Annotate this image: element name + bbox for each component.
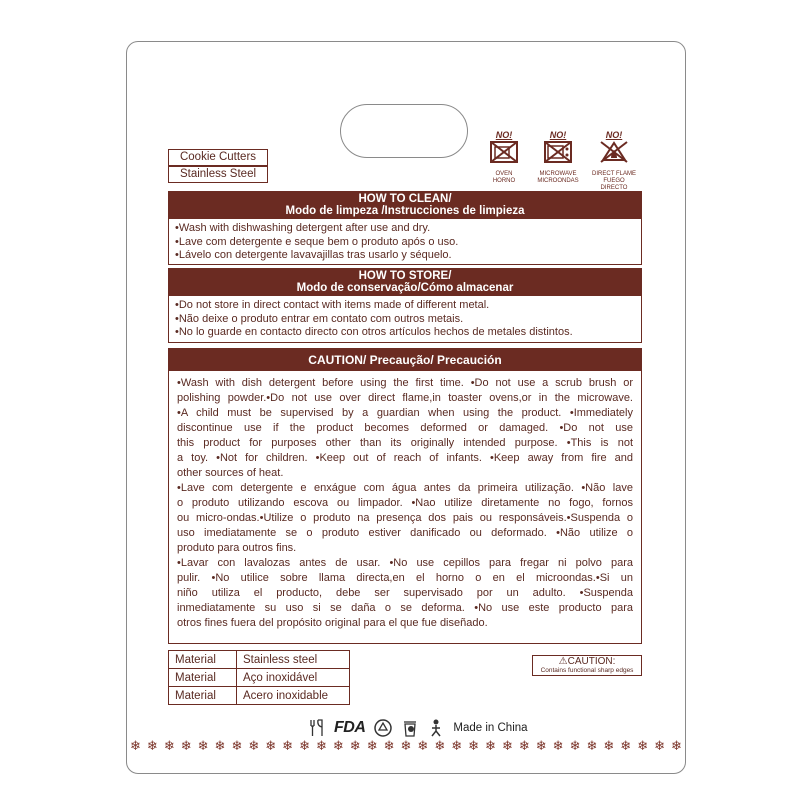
snowflake-icon: ❄: [130, 738, 141, 753]
snowflake-icon: ❄: [586, 738, 598, 753]
microwave-icon: [543, 140, 573, 166]
snowflake-icon: ❄: [146, 738, 158, 753]
table-row: [169, 669, 350, 687]
snowflake-icon: ❄: [180, 738, 192, 753]
caution-line: a toy. •Not for children. •Keep out of reach of infants. •Keep away from fire and: [177, 452, 633, 464]
material-label: Material: [169, 651, 237, 669]
snowflake-icon: ❄: [552, 738, 564, 753]
clean-line: •Wash with dishwashing detergent after use and dry.: [175, 222, 431, 234]
how-to-clean-heading: HOW TO CLEAN/ Modo de limpeza /Instrucciones de limpieza: [169, 192, 641, 219]
flame-icon: [599, 140, 629, 166]
oven-no-icon: NO! OVEN HORNO: [482, 130, 526, 185]
material-value: Aço inoxidável: [237, 669, 350, 687]
caution-line: polishing powder.•Do not use over direct flame,in toaster ovens,or in the microwave.: [177, 392, 633, 404]
caution-section: [168, 348, 642, 644]
snowflake-icon: ❄: [366, 738, 378, 753]
snowflake-icon: ❄: [248, 738, 260, 753]
snowflake-border: [130, 738, 682, 754]
food-safe-icon: [308, 718, 326, 738]
caution-line: ou micro-ondas.•Utilize o produto na presença dos pais ou responsáveis.•Suspenda o: [177, 512, 633, 524]
waste-bin-icon: [401, 718, 419, 738]
caution-line: discontinue use if the product becomes deformed or damaged. •Do not use: [177, 422, 633, 434]
snowflake-icon: ❄: [265, 738, 277, 753]
snowflake-icon: ❄: [400, 738, 412, 753]
snowflake-icon: ❄: [383, 738, 395, 753]
table-row: [169, 687, 350, 705]
snowflake-icon: ❄: [569, 738, 581, 753]
store-line: •No lo guarde en contacto directo con otros artículos hechos de metales distintos.: [175, 326, 573, 338]
warning-triangle-icon: ⚠: [558, 656, 568, 667]
caution-line: produto para outros fins.: [177, 542, 297, 554]
snowflake-icon: ❄: [501, 738, 513, 753]
caution-line: •Wash with dish detergent before using the first time. •Do not use a scrub brush or: [177, 377, 633, 389]
clean-line: •Lave com detergente e seque bem o produto após o uso.: [175, 235, 459, 248]
oven-icon: [489, 140, 519, 166]
caution-line: •Lave com detergente e enxágue com água antes da primeira utilização. •Não lave: [177, 482, 633, 494]
snowflake-icon: ❄: [417, 738, 429, 753]
sharp-edges-caution-label: ⚠CAUTION: Contains functional sharp edges: [532, 655, 642, 676]
material-value: Acero inoxidable: [237, 687, 350, 705]
snowflake-icon: ❄: [654, 738, 665, 753]
caution-line: •A child must be supervised by a guardian when using the product. •Immediately: [177, 407, 633, 419]
tidyman-icon: [427, 718, 445, 738]
table-row: [169, 651, 350, 669]
snowflake-icon: ❄: [535, 738, 547, 753]
product-title-line2: Stainless Steel: [168, 166, 268, 183]
snowflake-icon: ❄: [332, 738, 344, 753]
material-table: [168, 650, 350, 705]
made-in-china: Made in China: [453, 722, 528, 734]
clean-line: •Lávelo con detergente lavavajillas tras usarlo y séquelo.: [175, 249, 452, 261]
how-to-clean-section: [168, 191, 642, 265]
how-to-store-heading: HOW TO STORE/ Modo de conservação/Cómo almacenar: [169, 269, 641, 296]
store-line: •Não deixe o produto entrar em contato com outros metais.: [175, 312, 464, 325]
snowflake-icon: ❄: [468, 738, 480, 753]
microwave-no-icon: NO! MICROWAVE MICROONDAS: [537, 130, 579, 184]
material-label: Material: [169, 687, 237, 705]
caution-line: o produto utilizando escova ou limpador. •Nao utilize diretamente no fogo, fornos: [177, 497, 633, 509]
snowflake-icon: ❄: [282, 738, 294, 753]
how-to-store-section: [168, 268, 642, 343]
snowflake-icon: ❄: [197, 738, 209, 753]
direct-flame-no-icon: NO! DIRECT FLAME FUEGO DIRECTO: [592, 130, 636, 191]
snowflake-icon: ❄: [637, 738, 649, 753]
material-value: Stainless steel: [237, 651, 350, 669]
snowflake-icon: ❄: [518, 738, 530, 753]
caution-line: inmediatamente su uso si se daña o se deforma. •No use este producto para: [177, 602, 633, 614]
material-label: Material: [169, 669, 237, 687]
product-title-line1: Cookie Cutters: [168, 149, 268, 166]
caution-line: this product for purposes other than its originally intended purpose. •This is not: [177, 437, 633, 449]
snowflake-icon: ❄: [299, 738, 310, 753]
caution-line: otros fines fuera del propósito original para el que fue diseñado.: [177, 617, 488, 629]
store-line: •Do not store in direct contact with items made of different metal.: [175, 299, 490, 311]
snowflake-icon: ❄: [671, 738, 682, 753]
footer-icons: [308, 718, 528, 738]
caution-line: pulir. •No utilice sobre llama directa,en el horno o en el microondas.•Si un: [177, 572, 633, 584]
snowflake-icon: ❄: [214, 738, 226, 753]
snowflake-icon: ❄: [231, 738, 243, 753]
hang-hole: [340, 104, 468, 158]
snowflake-icon: ❄: [349, 738, 361, 753]
caution-line: •Lavar con lavalozas antes de usar. •No use cepillos para fregar ni polvo para: [177, 557, 633, 569]
caution-line: niño utiliza el producto, debe ser supervisado por un adulto. •Suspenda: [177, 587, 633, 599]
snowflake-icon: ❄: [315, 738, 327, 753]
caution-line: uso imediatamente se o produto estiver danificado ou deformado. •Não utilize o: [177, 527, 633, 539]
fda-logo: FDA: [334, 719, 366, 736]
snowflake-icon: ❄: [434, 738, 446, 753]
snowflake-icon: ❄: [485, 738, 496, 753]
snowflake-icon: ❄: [163, 738, 175, 753]
caution-heading: CAUTION/ Precaução/ Precaución: [169, 349, 641, 371]
snowflake-icon: ❄: [620, 738, 632, 753]
snowflake-icon: ❄: [603, 738, 615, 753]
caution-line: other sources of heat.: [177, 467, 284, 479]
snowflake-icon: ❄: [451, 738, 463, 753]
recycle-icon: [373, 718, 393, 738]
